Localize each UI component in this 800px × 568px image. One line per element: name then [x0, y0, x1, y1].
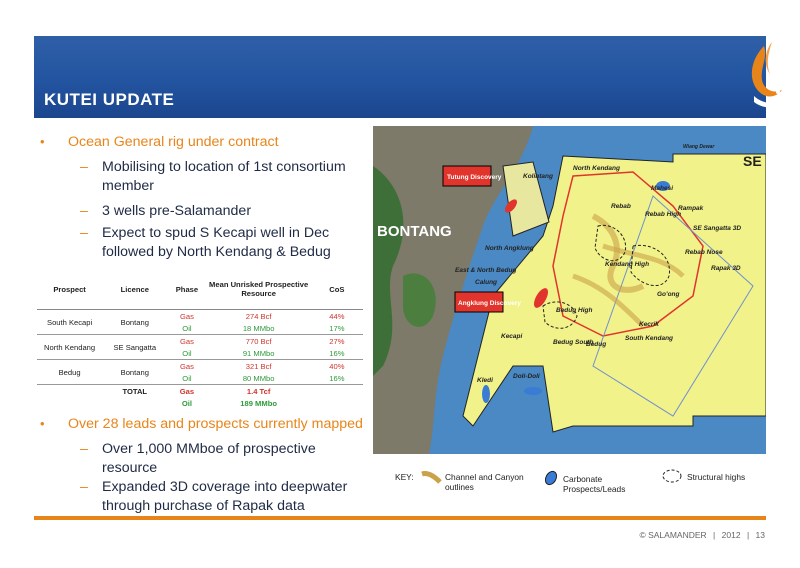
cell-phase: Gas: [167, 335, 206, 348]
svg-text:Bedug South: Bedug South: [553, 339, 594, 346]
cell-licence: Bontang: [102, 360, 167, 385]
sub-bullet-text: Expect to spud S Kecapi well in Dec followed by North Kendang & Bedug: [102, 225, 331, 260]
key-label: KEY:: [395, 472, 414, 482]
col-licence: Licence: [102, 269, 167, 310]
cell-cos: 17%: [329, 323, 345, 333]
bullet-heading: Over 28 leads and prospects currently mapped: [68, 416, 363, 432]
col-cos: CoS: [311, 269, 363, 310]
svg-text:Doli-Doli: Doli-Doli: [513, 373, 540, 380]
cell-licence: Bontang: [102, 310, 167, 335]
footer-brand: © SALAMANDER: [639, 530, 707, 540]
label-se: SE: [743, 153, 762, 169]
cell-prospect: South Kecapi: [37, 310, 102, 335]
page-title: KUTEI UPDATE: [44, 90, 175, 109]
table-row: [37, 310, 363, 323]
sub-bullet-text: 3 wells pre-Salamander: [102, 203, 252, 219]
table-row: [37, 335, 363, 348]
cell-phase: Gas: [167, 385, 206, 398]
svg-text:Rebab High: Rebab High: [645, 211, 682, 218]
table-row: [37, 360, 363, 373]
page-number: 13: [755, 530, 765, 540]
svg-text:Calung: Calung: [475, 279, 498, 286]
footer-bar: [34, 516, 766, 520]
map-key: [375, 462, 765, 512]
label-bontang: BONTANG: [377, 223, 452, 240]
svg-text:Angklung Discovery: Angklung Discovery: [458, 300, 521, 307]
key-structural: Structural highs: [687, 472, 746, 482]
cell-phase: Oil: [182, 348, 192, 358]
cell-resource: 770 Bcf: [206, 335, 310, 348]
cell-prospect: North Kendang: [37, 335, 102, 360]
svg-text:Kolintang: Kolintang: [523, 173, 553, 180]
svg-text:North Angklung: North Angklung: [485, 245, 534, 252]
cell-cos: 27%: [311, 335, 363, 348]
key-carbonate: Carbonate Prospects/Leads: [563, 474, 626, 494]
table-total-row: [37, 385, 363, 398]
cell-licence: SE Sangatta: [102, 335, 167, 360]
cell-phase: Oil: [182, 323, 192, 333]
sub-bullet-text: Mobilising to location of 1st consortium member: [102, 159, 346, 194]
bullet-heading: Ocean General rig under contract: [68, 134, 279, 150]
prospect-table: [37, 269, 363, 409]
cell-resource: 189 MMbo: [240, 398, 277, 408]
footer-year: 2012: [721, 530, 741, 540]
svg-text:Kecapi: Kecapi: [501, 333, 523, 340]
cell-cos: 16%: [329, 348, 345, 358]
bullet-marker: •: [40, 416, 45, 431]
cell-cos: 44%: [311, 310, 363, 323]
cell-cos: 40%: [311, 360, 363, 373]
svg-text:Rebab Nose: Rebab Nose: [685, 249, 723, 256]
svg-text:Kendang High: Kendang High: [605, 261, 650, 268]
svg-text:Bedug High: Bedug High: [556, 307, 593, 314]
svg-text:Kecrik: Kecrik: [639, 321, 659, 328]
cell-resource: 91 MMbo: [242, 348, 275, 358]
cell-resource: 18 MMbo: [242, 323, 275, 333]
cell-total-label: TOTAL: [102, 385, 167, 398]
svg-text:East & North Bedug: East & North Bedug: [455, 267, 517, 274]
svg-text:South Kendang: South Kendang: [625, 335, 674, 342]
licence-map: [373, 126, 766, 454]
svg-text:Rapak 3D: Rapak 3D: [711, 265, 741, 272]
col-prospect: Prospect: [37, 269, 102, 310]
header-banner: [34, 36, 766, 118]
bullet-marker: •: [40, 134, 45, 149]
svg-text:Rampak: Rampak: [678, 205, 704, 212]
svg-text:Wiang Dewar: Wiang Dewar: [683, 144, 715, 150]
cell-phase: Gas: [167, 310, 206, 323]
svg-text:Rebab: Rebab: [611, 203, 631, 210]
svg-text:Tutung Discovery: Tutung Discovery: [447, 174, 502, 181]
svg-text:Go'ong: Go'ong: [657, 291, 680, 298]
carbonate-icon: [543, 470, 559, 486]
sub-bullet-text: Expanded 3D coverage into deepwater through purchase of Rapak data: [102, 479, 348, 514]
map-svg: [373, 126, 766, 454]
table-header-row: [37, 269, 363, 310]
cell-cos: 16%: [329, 373, 345, 383]
table-total-row: [37, 397, 363, 409]
channel-icon: [420, 470, 442, 486]
sub-bullet-text: Over 1,000 MMboe of prospective resource: [102, 441, 316, 476]
cell-resource: 274 Bcf: [206, 310, 310, 323]
cell-prospect: Bedug: [37, 360, 102, 385]
svg-text:Bedug: Bedug: [586, 341, 607, 348]
col-resource: Mean Unrisked Prospective Resource: [206, 269, 310, 310]
svg-text:SE Sangatta 3D: SE Sangatta 3D: [693, 225, 742, 232]
svg-text:Kledi: Kledi: [477, 377, 493, 384]
cell-resource: 321 Bcf: [206, 360, 310, 373]
footer: © SALAMANDER | 2012 | 13: [639, 530, 765, 540]
col-phase: Phase: [167, 269, 206, 310]
cell-phase: Oil: [182, 373, 192, 383]
svg-text:North Kendang: North Kendang: [573, 165, 620, 172]
key-channel: Channel and Canyon outlines: [445, 472, 524, 492]
salamander-logo-icon: [734, 36, 794, 118]
cell-phase: Oil: [181, 398, 192, 408]
structural-icon: [661, 468, 683, 484]
cell-phase: Gas: [167, 360, 206, 373]
svg-text:Mahesi: Mahesi: [651, 185, 674, 192]
cell-resource: 80 MMbo: [242, 373, 275, 383]
cell-resource: 1.4 Tcf: [206, 385, 310, 398]
